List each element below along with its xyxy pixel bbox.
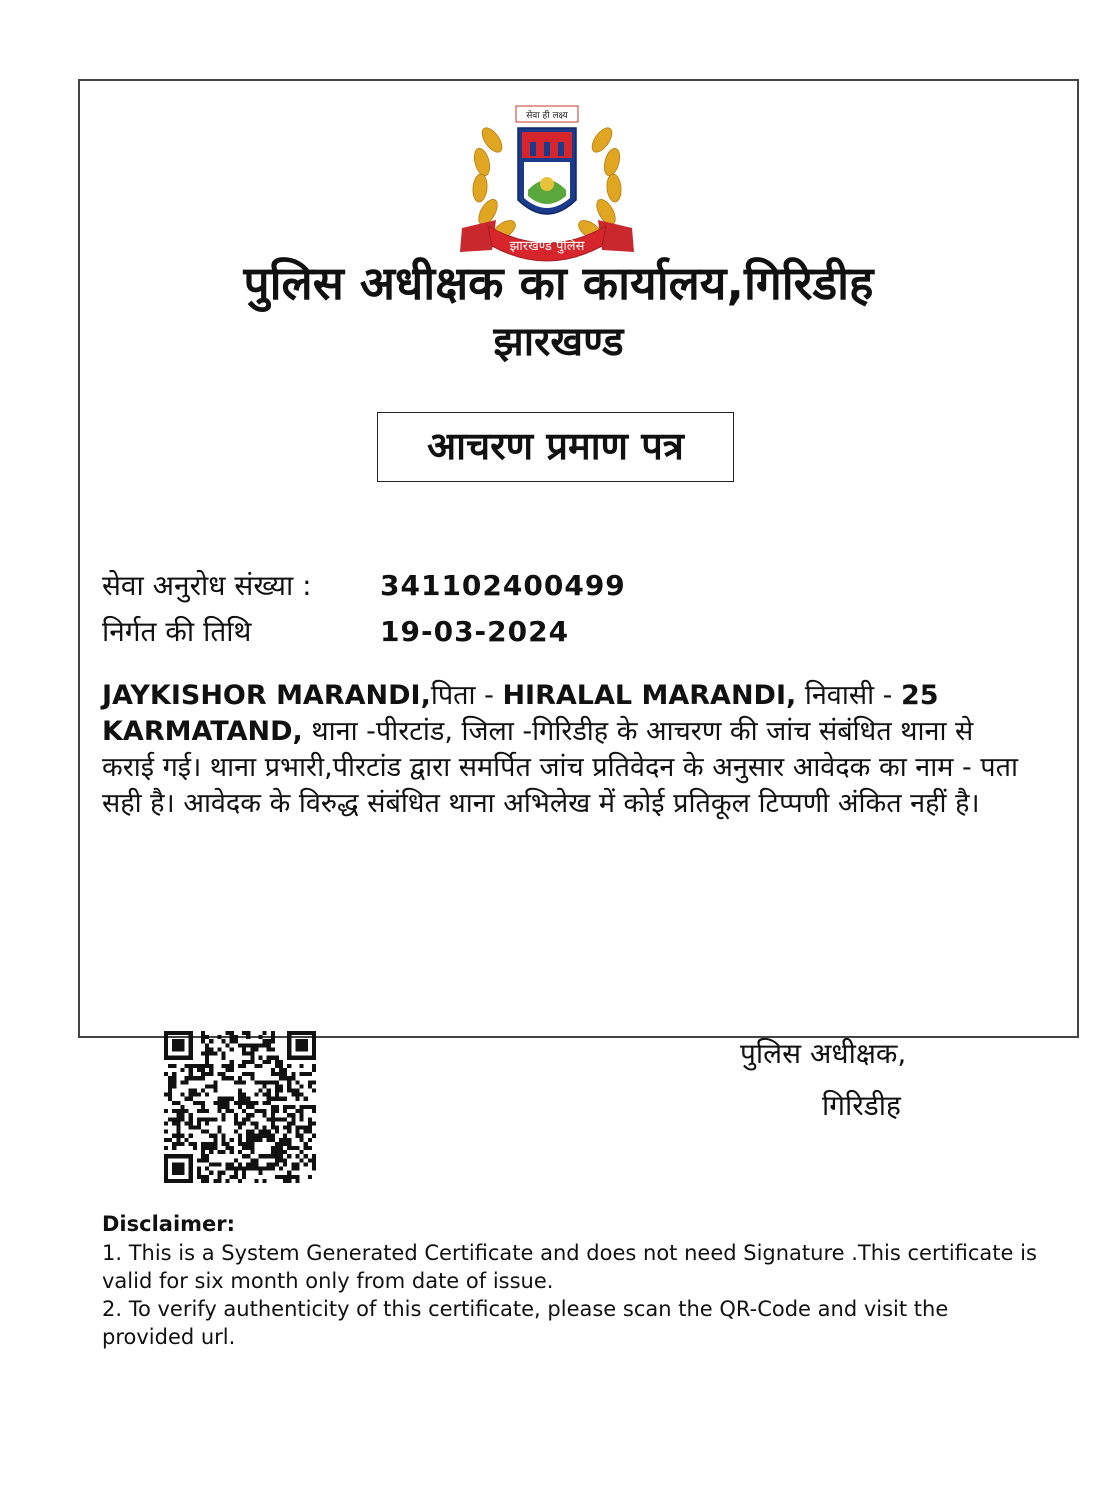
disclaimer-line-2: 2. To verify authenticity of this certificate, please scan the QR-Code and visit the provided url. xyxy=(102,1297,949,1349)
emblem-motto: सेवा ही लक्ष्य xyxy=(526,111,568,121)
verification-qr-code[interactable] xyxy=(164,1031,316,1183)
issue-date-row xyxy=(102,614,570,650)
state-title: झारखण्ड xyxy=(493,319,624,365)
disclaimer-title: Disclaimer: xyxy=(102,1212,236,1236)
father-label: पिता - xyxy=(430,680,503,711)
issue-date-value: 19-03-2024 xyxy=(380,615,570,648)
emblem-ribbon-text: झारखण्ड पुलिस xyxy=(509,239,585,254)
signatory-designation: पुलिस अधीक्षक, xyxy=(740,1037,907,1070)
request-number-label: सेवा अनुरोध संख्या : xyxy=(102,569,312,602)
request-number-row xyxy=(102,568,626,604)
applicant-address: 25 KARMATAND, xyxy=(102,680,939,747)
disclaimer-line-1: 1. This is a System Generated Certificate and does not need Signature .This certificate is valid for six month only from date of issue. xyxy=(102,1241,1037,1293)
certificate-title: आचरण प्रमाण पत्र xyxy=(377,412,734,482)
jharkhand-police-emblem xyxy=(452,100,642,270)
certificate-body xyxy=(102,678,1032,822)
request-number-value: 341102400499 xyxy=(380,569,626,602)
resident-label: निवासी - xyxy=(796,680,901,711)
father-name: HIRALAL MARANDI, xyxy=(502,680,797,711)
issue-date-label: निर्गत की तिथि xyxy=(102,615,252,648)
body-text: थाना -पीरटांड, जिला -गिरिडीह के आचरण की जांच संबंधित थाना से कराई गई। थाना प्रभारी,पीरटांड द्वारा समर्पित जांच प्रतिवेदन के अनुसार आवेदक का नाम - पता सही है। आवेदक के विरुद्ध संबंधित थाना अभिलेख में कोई प्रतिकूल टिप्पणी अंकित नहीं है। xyxy=(102,716,1019,819)
office-title: पुलिस अधीक्षक का कार्यालय,गिरिडीह xyxy=(243,256,874,310)
applicant-name: JAYKISHOR MARANDI, xyxy=(102,680,431,711)
disclaimer-text xyxy=(102,1239,1042,1351)
signatory-place: गिरिडीह xyxy=(822,1089,901,1122)
